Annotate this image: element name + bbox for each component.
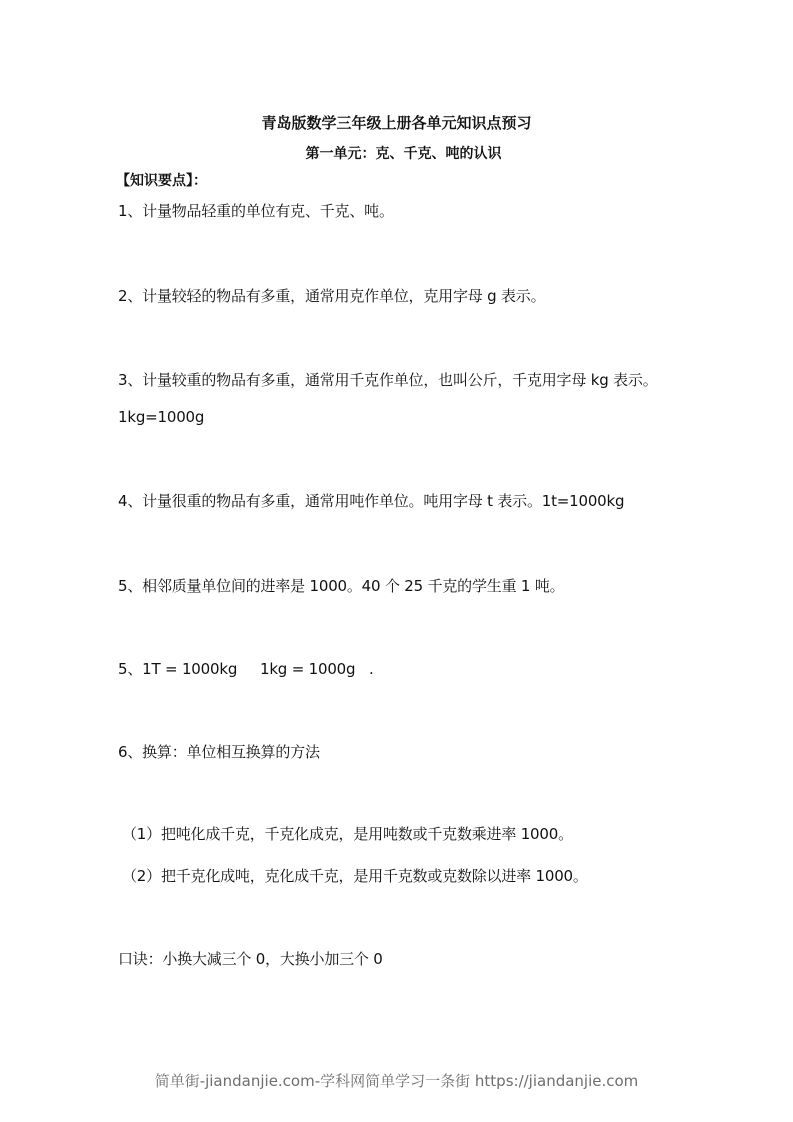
point-3-formula: 1kg=1000g xyxy=(118,408,205,426)
point-5: 5、相邻质量单位间的进率是 1000。40 个 25 千克的学生重 1 吨。 xyxy=(118,577,565,595)
unit-subtitle: 第一单元：克、千克、吨的认识 xyxy=(305,146,502,162)
section-label-key-points: 【知识要点】： xyxy=(116,173,207,189)
point-2: 2、计量较轻的物品有多重，通常用克作单位，克用字母 g 表示。 xyxy=(118,287,546,305)
conversion-rule-2: （2）把千克化成吨，克化成千克，是用千克数或克数除以进率 1000。 xyxy=(122,867,588,885)
footer-watermark: 简单街-jiandanjie.com-学科网简单学习一条街 https://jiandanjie.com xyxy=(154,1072,639,1090)
point-4: 4、计量很重的物品有多重，通常用吨作单位。吨用字母 t 表示。1t=1000kg xyxy=(118,492,625,510)
mnemonic: 口诀：小换大减三个 0，大换小加三个 0 xyxy=(118,950,383,968)
document-title: 青岛版数学三年级上册各单元知识点预习 xyxy=(261,114,532,132)
point-5-formula: 5、1T = 1000kg 1kg = 1000g . xyxy=(118,660,374,678)
point-6-conversion: 6、换算：单位相互换算的方法 xyxy=(118,743,320,761)
point-3: 3、计量较重的物品有多重，通常用千克作单位，也叫公斤，千克用字母 kg 表示。 xyxy=(118,371,658,389)
point-1: 1、计量物品轻重的单位有克、千克、吨。 xyxy=(118,202,394,220)
conversion-rule-1: （1）把吨化成千克，千克化成克，是用吨数或千克数乘进率 1000。 xyxy=(122,825,573,843)
